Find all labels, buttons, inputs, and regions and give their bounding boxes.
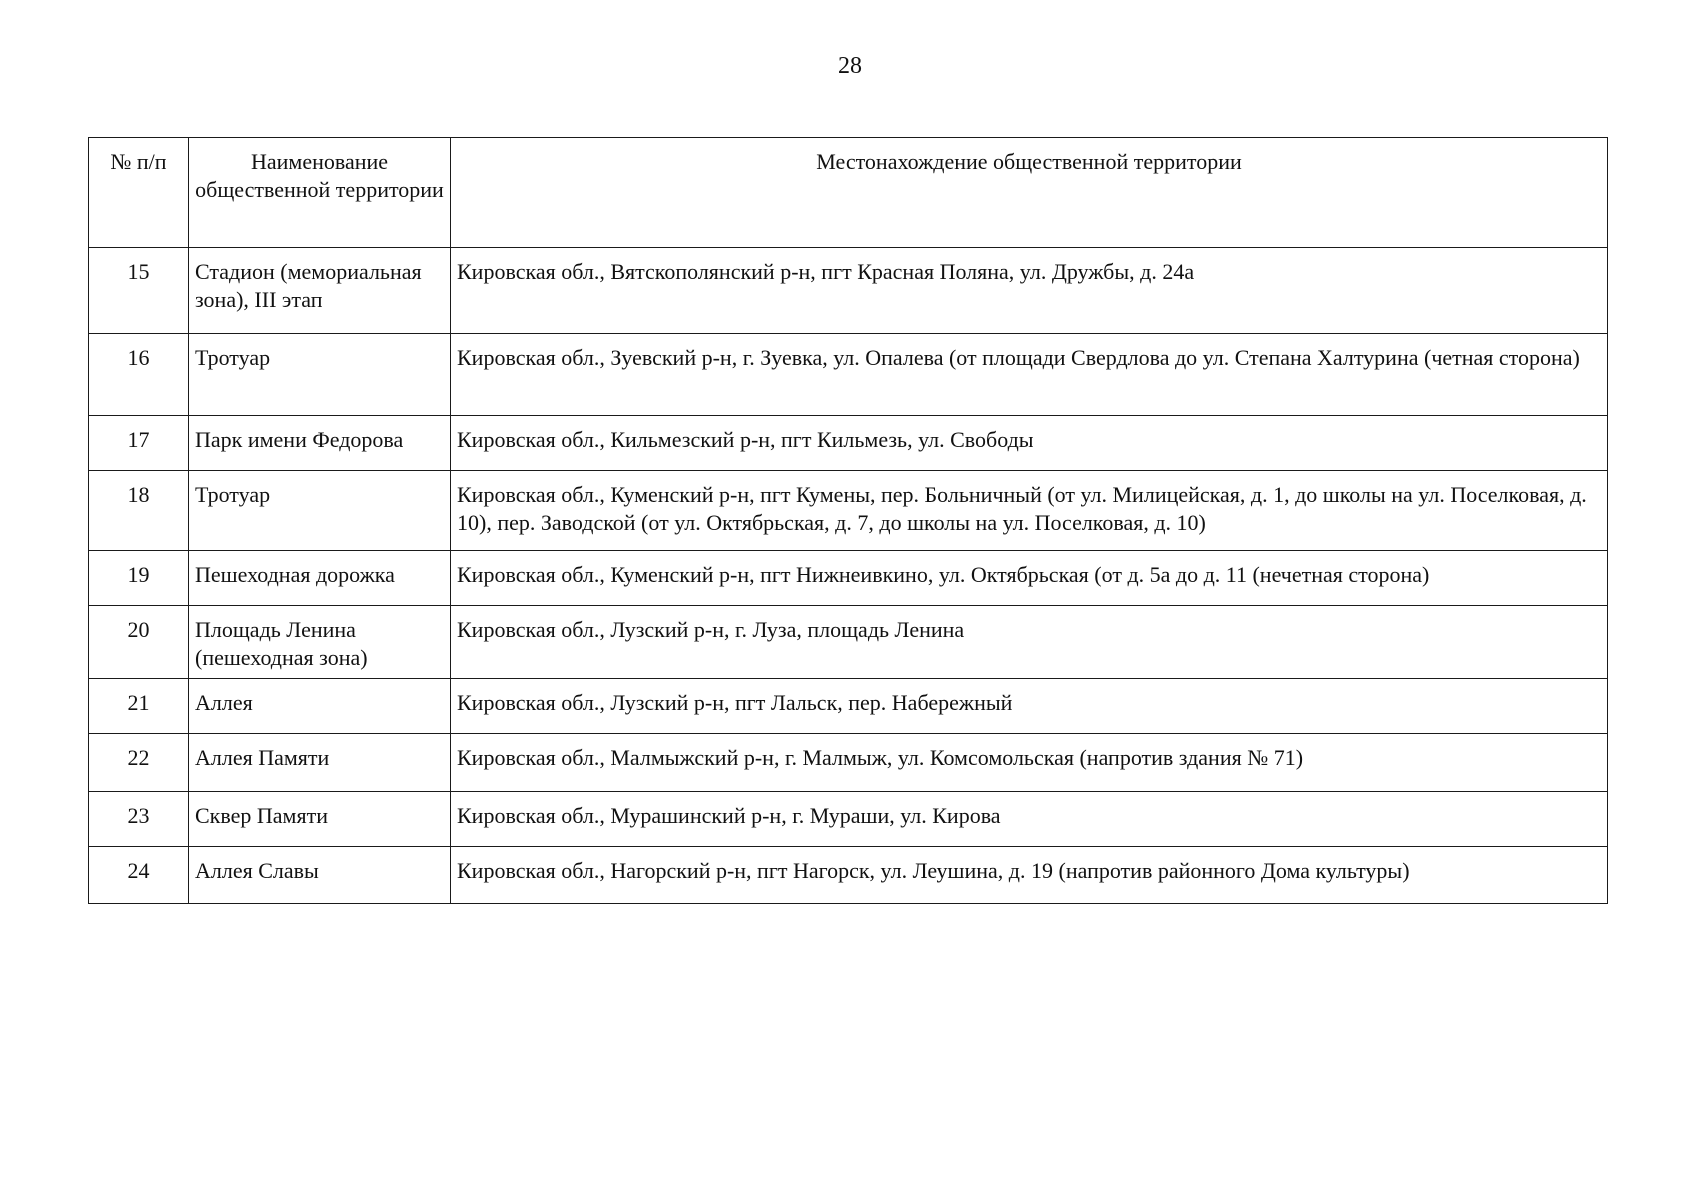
row-number: 17 [89,416,189,471]
territory-name: Аллея Славы [189,847,451,904]
row-number: 21 [89,679,189,734]
row-number: 19 [89,551,189,606]
territory-name: Аллея Памяти [189,734,451,792]
territory-location: Кировская обл., Мурашинский р-н, г. Мураши, ул. Кирова [451,792,1608,847]
table-row [89,679,1608,734]
table-row [89,792,1608,847]
territory-name: Аллея [189,679,451,734]
territory-name: Площадь Ленина (пешеходная зона) [189,606,451,679]
territory-location: Кировская обл., Вятскополянский р-н, пгт Красная Поляна, ул. Дружбы, д. 24а [451,248,1608,334]
table-row [89,471,1608,551]
header-name: Наименование общественной территории [189,138,451,248]
territory-name: Сквер Памяти [189,792,451,847]
table-row [89,416,1608,471]
table-row [89,248,1608,334]
table-row [89,847,1608,904]
row-number: 15 [89,248,189,334]
territory-location: Кировская обл., Лузский р-н, г. Луза, площадь Ленина [451,606,1608,679]
header-location: Местонахождение общественной территории [451,138,1608,248]
territory-location: Кировская обл., Куменский р-н, пгт Кумены, пер. Больничный (от ул. Милицейская, д. 1, до школы на ул. Поселковая, д. 10), пер. Заводской (от ул. Октябрьская, д. 7, до школы на ул. Поселковая, д. 10) [451,471,1608,551]
territory-location: Кировская обл., Куменский р-н, пгт Нижнеивкино, ул. Октябрьская (от д. 5а до д. 11 (нечетная сторона) [451,551,1608,606]
territory-location: Кировская обл., Нагорский р-н, пгт Нагорск, ул. Леушина, д. 19 (напротив районного Дома культуры) [451,847,1608,904]
table-row [89,734,1608,792]
row-number: 23 [89,792,189,847]
territory-location: Кировская обл., Малмыжский р-н, г. Малмыж, ул. Комсомольская (напротив здания № 71) [451,734,1608,792]
territory-name: Пешеходная дорожка [189,551,451,606]
territory-location: Кировская обл., Кильмезский р-н, пгт Кильмезь, ул. Свободы [451,416,1608,471]
row-number: 20 [89,606,189,679]
territory-name: Парк имени Федорова [189,416,451,471]
territory-location: Кировская обл., Зуевский р-н, г. Зуевка, ул. Опалева (от площади Свердлова до ул. Степана Халтурина (четная сторона) [451,334,1608,416]
public-territories-table [88,137,1608,904]
row-number: 16 [89,334,189,416]
table-row [89,334,1608,416]
territory-name: Стадион (мемориальная зона), III этап [189,248,451,334]
table-row [89,606,1608,679]
territory-name: Тротуар [189,334,451,416]
territory-location: Кировская обл., Лузский р-н, пгт Лальск, пер. Набережный [451,679,1608,734]
row-number: 22 [89,734,189,792]
table-header-row [89,138,1608,248]
row-number: 24 [89,847,189,904]
header-number: № п/п [89,138,189,248]
territory-name: Тротуар [189,471,451,551]
page-number: 28 [838,53,862,79]
row-number: 18 [89,471,189,551]
table-row [89,551,1608,606]
